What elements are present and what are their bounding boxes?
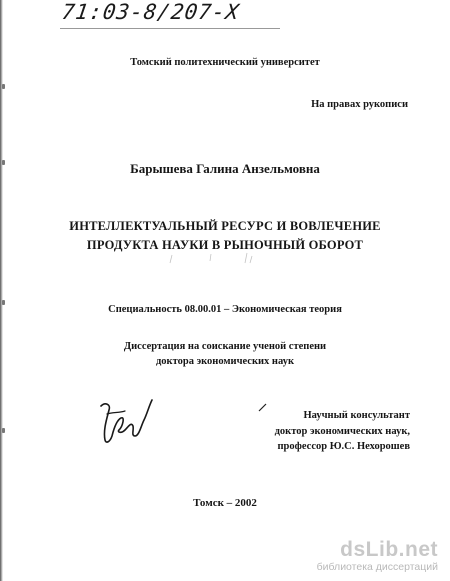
author-name: Барышева Галина Анзельмовна [130,161,320,176]
dslib-watermark [317,539,438,573]
faint-pencil-marks [150,251,290,267]
watermark-subtitle: библиотека диссертаций [316,561,438,573]
scan-hole-mark [2,428,5,433]
dissertation-title-line-2: ПРОДУКТА НАУКИ В РЫНОЧНЫЙ ОБОРОТ [86,238,364,252]
consultant-line-2: доктор экономических наук, [274,425,410,437]
degree-line-1: Диссертация на соискание ученой степени [123,341,327,352]
consultant-line-1: Научный консультант [303,410,410,421]
university-name: Томский политехнический университет [130,57,320,68]
consultant-line-3: профессор Ю.С. Нехорошев [277,441,410,452]
degree-line-2: доктора экономических наук [155,356,294,367]
scientific-consultant-block [210,408,410,455]
manuscript-rights-note: На правах рукописи [311,99,408,110]
handwritten-catalog-code: 71:03-8/207-X [60,0,242,24]
watermark-logo: dsLib.net [340,538,438,561]
author-signature [97,396,155,448]
dissertation-title-line-1: ИНТЕЛЛЕКТУАЛЬНЫЙ РЕСУРС И ВОВЛЕЧЕНИЕ [69,219,381,233]
scan-hole-mark [2,84,5,89]
specialty-line: Специальность 08.00.01 – Экономическая теория [108,304,342,315]
catalog-code-underline [60,28,280,29]
city-and-year: Томск – 2002 [193,497,257,509]
